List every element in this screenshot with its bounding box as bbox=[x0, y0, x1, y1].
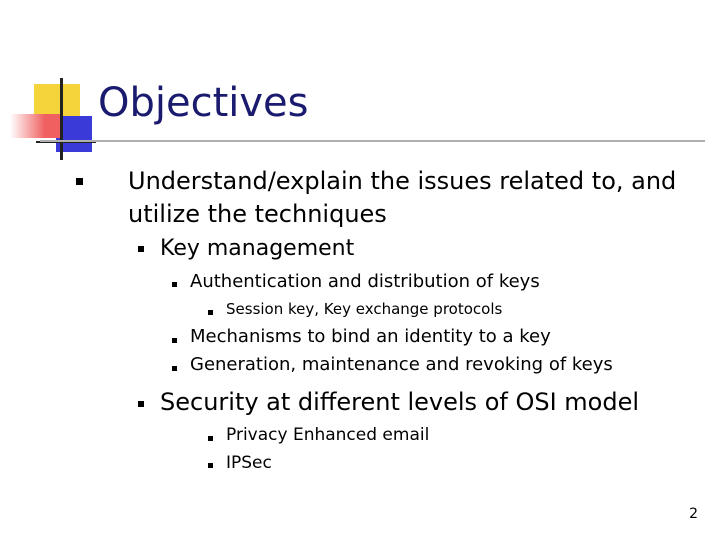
key-management-heading: Key management bbox=[160, 236, 355, 261]
mechanisms-item: Mechanisms to bind an identity to a key bbox=[190, 326, 551, 347]
slide-title: Objectives bbox=[98, 80, 309, 126]
logo-red-bar bbox=[10, 114, 60, 138]
bullet-square-icon bbox=[138, 401, 144, 407]
title-underline bbox=[40, 140, 705, 142]
objective-line-1: Understand/explain the issues related to, and bbox=[128, 167, 677, 195]
page-number: 2 bbox=[689, 506, 698, 522]
security-heading: Security at different levels of OSI model bbox=[160, 388, 640, 416]
bullet-square-icon bbox=[172, 366, 177, 371]
auth-distribution-item: Authentication and distribution of keys bbox=[190, 271, 540, 292]
ipsec-item: IPSec bbox=[226, 453, 272, 473]
bullet-square-icon bbox=[76, 178, 83, 185]
logo-vertical-line bbox=[60, 78, 63, 160]
bullet-square-icon bbox=[138, 246, 144, 252]
bullet-square-icon bbox=[208, 310, 213, 315]
privacy-email-item: Privacy Enhanced email bbox=[226, 425, 430, 445]
session-key-item: Session key, Key exchange protocols bbox=[226, 300, 503, 318]
bullet-square-icon bbox=[208, 436, 213, 441]
bullet-square-icon bbox=[172, 338, 177, 343]
bullet-square-icon bbox=[172, 282, 177, 287]
objective-line-2: utilize the techniques bbox=[128, 200, 387, 228]
generation-item: Generation, maintenance and revoking of keys bbox=[190, 354, 613, 375]
bullet-square-icon bbox=[208, 463, 213, 468]
